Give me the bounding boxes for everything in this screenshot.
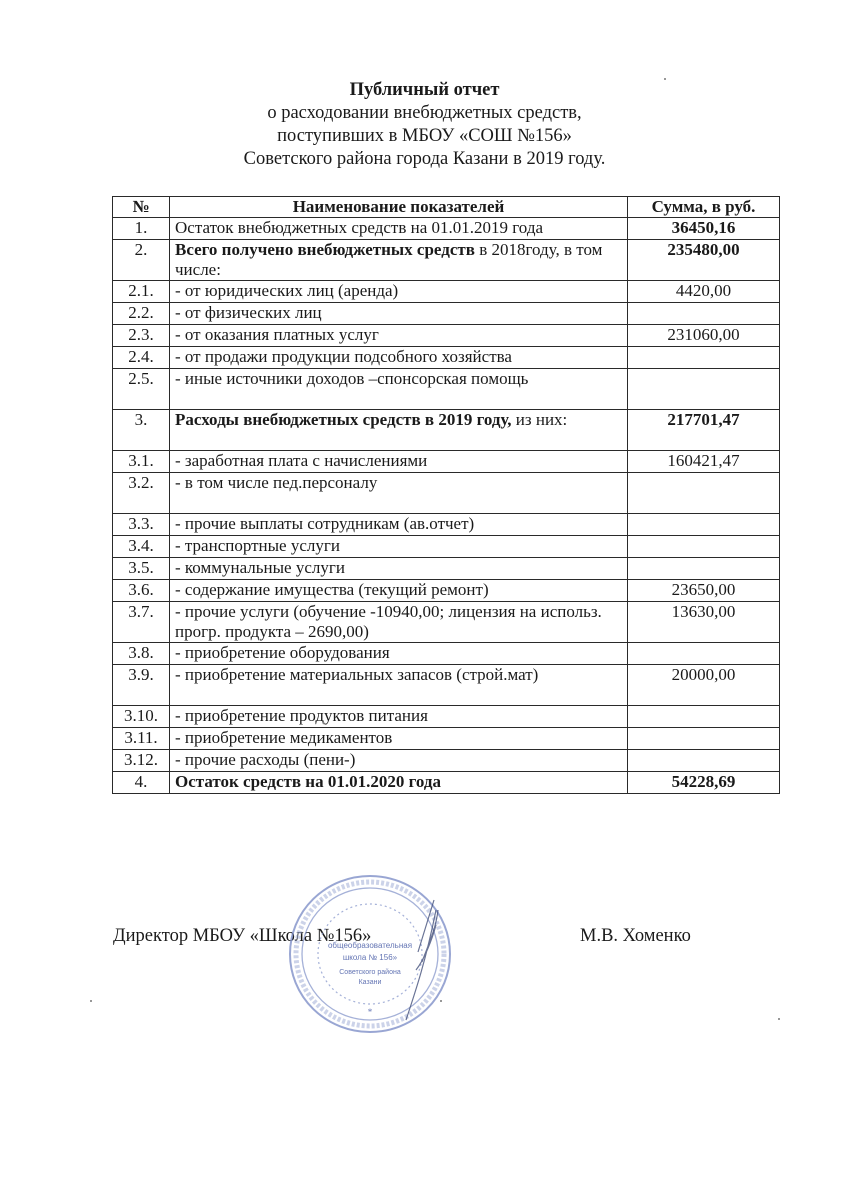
row-indicator-text: - в том числе пед.персоналу — [175, 473, 378, 492]
row-amount: 20000,00 — [628, 665, 780, 706]
row-amount: 160421,47 — [628, 451, 780, 473]
row-indicator-text: - транспортные услуги — [175, 536, 340, 555]
row-indicator — [170, 303, 628, 325]
row-amount — [628, 303, 780, 325]
row-indicator — [170, 347, 628, 369]
row-indicator-text: - приобретение материальных запасов (строй.мат) — [175, 665, 539, 684]
row-number: 1. — [113, 218, 170, 240]
row-number: 3.4. — [113, 536, 170, 558]
row-amount — [628, 536, 780, 558]
row-indicator-text: - от продажи продукции подсобного хозяйства — [175, 347, 512, 366]
report-title: Публичный отчет — [349, 80, 500, 100]
row-amount: 13630,00 — [628, 602, 780, 643]
row-number: 3.11. — [113, 728, 170, 750]
row-number: 3.5. — [113, 558, 170, 580]
row-amount — [628, 706, 780, 728]
row-amount — [628, 728, 780, 750]
table-row — [113, 218, 780, 240]
report-subtitle-line-1: о расходовании внебюджетных средств, — [267, 103, 582, 123]
row-indicator-text: - иные источники доходов –спонсорская помощь — [175, 369, 529, 388]
row-amount — [628, 750, 780, 772]
table-row — [113, 643, 780, 665]
row-amount: 54228,69 — [628, 772, 780, 794]
row-number: 3.6. — [113, 580, 170, 602]
row-indicator-text: - приобретение продуктов питания — [175, 706, 428, 725]
row-amount: 235480,00 — [628, 240, 780, 281]
table-row — [113, 514, 780, 536]
row-amount — [628, 558, 780, 580]
row-indicator-text: в 2018году, в том числе: — [175, 240, 603, 279]
report-header — [0, 79, 849, 171]
report-subtitle-line-3: Советского района города Казани в 2019 году. — [243, 149, 606, 169]
row-indicator — [170, 410, 628, 451]
row-indicator-text: из них: — [511, 410, 568, 429]
row-indicator — [170, 750, 628, 772]
signature-position: Директор МБОУ «Школа №156» — [113, 926, 372, 946]
row-indicator-text: - заработная плата с начислениями — [175, 451, 428, 470]
row-number: 4. — [113, 772, 170, 794]
row-indicator-text: - прочие услуги (обучение -10940,00; лицензия на использ. прогр. продукта – 2690,00) — [175, 602, 602, 641]
report-subtitle-line-2: поступивших в МБОУ «СОШ №156» — [277, 126, 572, 146]
table-row — [113, 325, 780, 347]
row-indicator-bold: Остаток средств на 01.01.2020 года — [175, 772, 442, 791]
row-indicator-bold: Всего получено внебюджетных средств — [175, 240, 475, 259]
row-indicator-text: - содержание имущества (текущий ремонт) — [175, 580, 489, 599]
scan-speck — [778, 1018, 780, 1020]
table-header-row — [113, 197, 780, 218]
scan-speck — [90, 1000, 92, 1002]
row-number: 2.5. — [113, 369, 170, 410]
row-amount: 36450,16 — [628, 218, 780, 240]
table-row — [113, 410, 780, 451]
row-indicator-text: - прочие расходы (пени-) — [175, 750, 356, 769]
row-indicator — [170, 602, 628, 643]
svg-text:общеобразовательная: общеобразовательная — [327, 941, 413, 950]
table-row — [113, 558, 780, 580]
row-amount — [628, 369, 780, 410]
table-row — [113, 706, 780, 728]
report-table — [112, 196, 780, 794]
row-number: 2.2. — [113, 303, 170, 325]
table-row — [113, 281, 780, 303]
table-row — [113, 665, 780, 706]
svg-text:Казани: Казани — [358, 979, 382, 986]
row-number: 3.7. — [113, 602, 170, 643]
row-indicator — [170, 369, 628, 410]
row-indicator-text: - коммунальные услуги — [175, 558, 345, 577]
row-amount: 217701,47 — [628, 410, 780, 451]
row-number: 2.3. — [113, 325, 170, 347]
row-number: 2.4. — [113, 347, 170, 369]
table-row — [113, 240, 780, 281]
official-stamp-icon — [286, 870, 456, 1038]
row-number: 3.12. — [113, 750, 170, 772]
row-number: 3.9. — [113, 665, 170, 706]
row-indicator — [170, 514, 628, 536]
table-row — [113, 347, 780, 369]
table-row — [113, 580, 780, 602]
row-indicator-text: - от юридических лиц (аренда) — [175, 281, 399, 300]
table-row — [113, 473, 780, 514]
table-row — [113, 451, 780, 473]
row-indicator — [170, 281, 628, 303]
row-indicator — [170, 218, 628, 240]
row-amount — [628, 514, 780, 536]
row-indicator — [170, 772, 628, 794]
row-indicator — [170, 473, 628, 514]
row-indicator-text: - приобретение оборудования — [175, 643, 390, 662]
column-header-number: № — [113, 197, 170, 218]
table-row — [113, 303, 780, 325]
row-amount: 231060,00 — [628, 325, 780, 347]
row-indicator-text: - от физических лиц — [175, 303, 322, 322]
table-row — [113, 602, 780, 643]
column-header-indicator: Наименование показателей — [170, 197, 628, 218]
row-amount: 4420,00 — [628, 281, 780, 303]
row-indicator — [170, 451, 628, 473]
svg-text:*: * — [367, 1007, 373, 1017]
row-indicator-text: - от оказания платных услуг — [175, 325, 379, 344]
row-indicator — [170, 580, 628, 602]
row-number: 3.10. — [113, 706, 170, 728]
row-indicator — [170, 536, 628, 558]
row-number: 2.1. — [113, 281, 170, 303]
table-row — [113, 536, 780, 558]
row-number: 2. — [113, 240, 170, 281]
row-number: 3.3. — [113, 514, 170, 536]
column-header-amount: Сумма, в руб. — [628, 197, 780, 218]
row-number: 3.2. — [113, 473, 170, 514]
row-indicator — [170, 643, 628, 665]
row-indicator-text: - прочие выплаты сотрудникам (ав.отчет) — [175, 514, 475, 533]
scan-speck — [664, 78, 666, 80]
svg-text:школа № 156»: школа № 156» — [342, 953, 398, 962]
table-row — [113, 772, 780, 794]
table-row — [113, 369, 780, 410]
table-row — [113, 728, 780, 750]
row-amount: 23650,00 — [628, 580, 780, 602]
row-indicator — [170, 240, 628, 281]
scan-speck — [440, 1000, 442, 1002]
row-amount — [628, 473, 780, 514]
row-number: 3. — [113, 410, 170, 451]
table-row — [113, 750, 780, 772]
row-indicator — [170, 728, 628, 750]
signature-name: М.В. Хоменко — [580, 926, 691, 946]
row-indicator-text: Остаток внебюджетных средств на 01.01.2019 года — [175, 218, 544, 237]
row-indicator — [170, 325, 628, 347]
row-indicator — [170, 706, 628, 728]
row-number: 3.8. — [113, 643, 170, 665]
row-indicator — [170, 558, 628, 580]
row-indicator — [170, 665, 628, 706]
row-amount — [628, 643, 780, 665]
svg-text:Советского района: Советского района — [339, 969, 401, 976]
row-indicator-bold: Расходы внебюджетных средств в 2019 году, — [175, 410, 512, 429]
row-number: 3.1. — [113, 451, 170, 473]
row-indicator-text: - приобретение медикаментов — [175, 728, 393, 747]
row-amount — [628, 347, 780, 369]
